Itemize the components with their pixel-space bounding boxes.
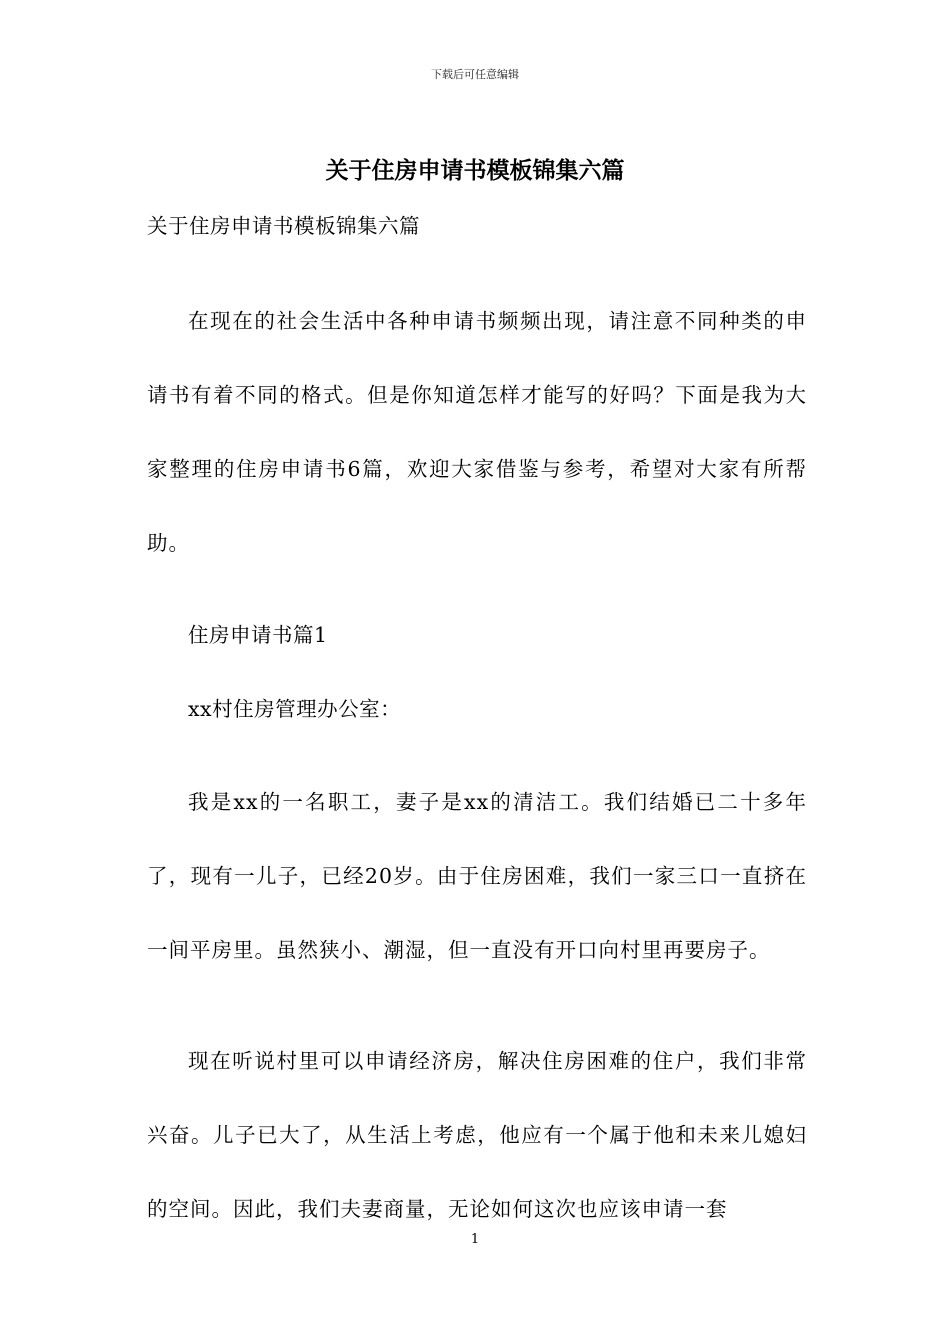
intro-paragraph: 在现在的社会生活中各种申请书频频出现，请注意不同种类的申请书有着不同的格式。但是你知道怎样才能写的好吗？下面是我为大家整理的住房申请书6篇，欢迎大家借鉴与参考，希望对大家有所帮助。 xyxy=(147,309,807,555)
section-heading: 住房申请书篇1 xyxy=(188,623,328,647)
document-subtitle: 关于住房申请书模板锦集六篇 xyxy=(147,214,420,238)
page-number: 1 xyxy=(470,1232,480,1247)
body-paragraph-2: 现在听说村里可以申请经济房，解决住房困难的住户，我们非常兴奋。儿子已大了，从生活上考虑，他应有一个属于他和未来儿媳妇的空间。因此，我们夫妻商量，无论如何这次也应该申请一套 xyxy=(147,1049,807,1221)
header-note: 下载后可任意编辑 xyxy=(431,68,519,81)
document-title: 关于住房申请书模板锦集六篇 xyxy=(325,157,625,184)
document-body xyxy=(147,208,807,1283)
addressee-line: xx村住房管理办公室： xyxy=(188,697,402,721)
body-paragraph-1: 我是xx的一名职工，妻子是xx的清洁工。我们结婚已二十多年了，现有一儿子，已经20岁。由于住房困难，我们一家三口一直挤在一间平房里。虽然狭小、潮湿，但一直没有开口向村里再要房子。 xyxy=(147,790,807,962)
